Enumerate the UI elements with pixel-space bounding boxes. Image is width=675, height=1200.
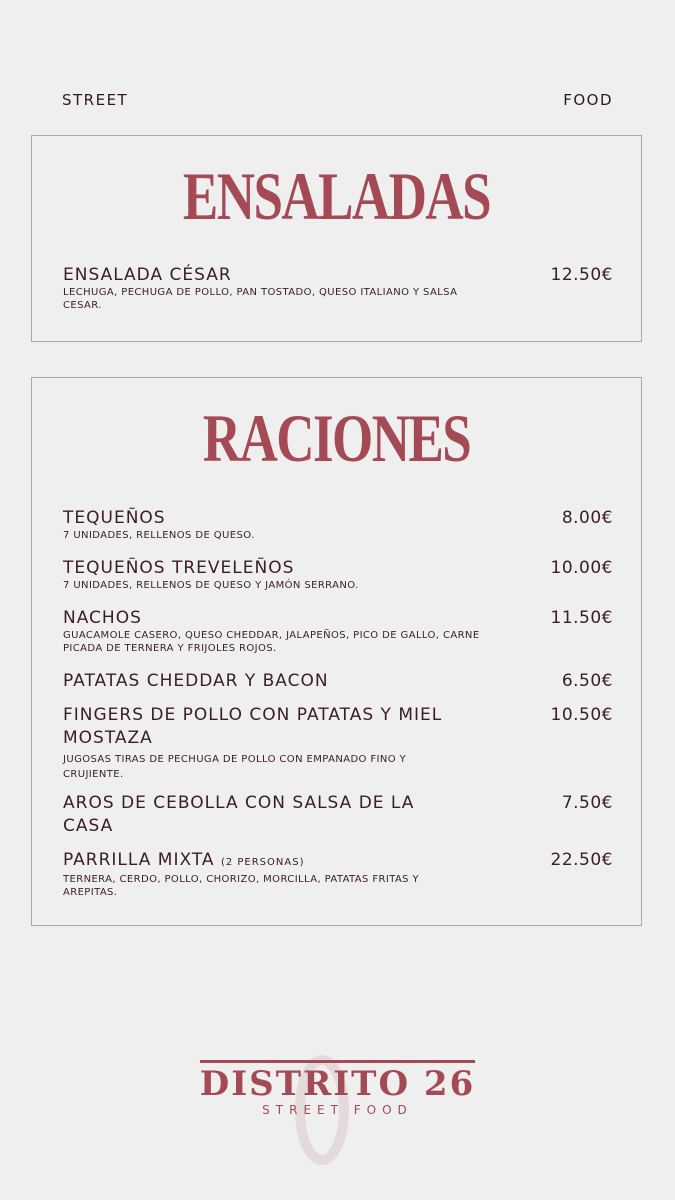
brand-logo	[0, 1060, 675, 1119]
item-price: 11.50€	[550, 608, 613, 628]
item-description: TERNERA, CERDO, POLLO, CHORIZO, MORCILLA, PATATAS FRITAS Y AREPITAS.	[63, 874, 420, 898]
item-description: JUGOSAS TIRAS DE PECHUGA DE POLLO CON EMPANADO FINO Y CRUJIENTE.	[63, 754, 407, 780]
item-name: NACHOS	[63, 608, 142, 628]
item-description: 7 UNIDADES, RELLENOS DE QUESO Y JAMÓN SERRANO.	[63, 580, 359, 591]
header-left: STREET	[62, 91, 129, 109]
item-price: 12.50€	[550, 265, 613, 285]
item-price: 10.50€	[550, 705, 613, 725]
raciones-title: RACIONES	[202, 400, 471, 476]
ensaladas-title: ENSALADAS	[182, 158, 491, 234]
item-name: FINGERS DE POLLO CON PATATAS Y MIEL MOSTAZA	[63, 705, 443, 748]
menu-item	[63, 704, 613, 782]
header-right: FOOD	[563, 91, 613, 109]
menu-item	[63, 557, 613, 593]
item-name-note: (2 PERSONAS)	[220, 857, 305, 868]
menu-item	[63, 264, 613, 312]
item-description: LECHUGA, PECHUGA DE POLLO, PAN TOSTADO, QUESO ITALIANO Y SALSA CESAR.	[63, 287, 458, 311]
item-name: TEQUEÑOS TREVELEÑOS	[63, 558, 295, 578]
item-name	[63, 849, 463, 874]
raciones-panel	[31, 377, 642, 926]
item-name: AROS DE CEBOLLA CON SALSA DE LA CASA	[63, 793, 415, 836]
ensaladas-panel	[31, 135, 642, 342]
item-price: 7.50€	[561, 793, 613, 813]
item-name: ENSALADA CÉSAR	[63, 265, 232, 285]
item-price: 10.00€	[550, 558, 613, 578]
top-bar	[62, 91, 613, 109]
item-name: PATATAS CHEDDAR Y BACON	[63, 671, 329, 691]
menu-item	[63, 849, 613, 899]
item-price: 22.50€	[550, 850, 613, 870]
logo-main-text: DISTRITO 26	[200, 1060, 475, 1101]
menu-item	[63, 507, 613, 543]
logo-sub-text: STREET FOOD	[262, 1103, 413, 1117]
item-description: GUACAMOLE CASERO, QUESO CHEDDAR, JALAPEÑOS, PICO DE GALLO, CARNE PICADA DE TERNERA Y FRIJOLES ROJOS.	[63, 630, 480, 654]
item-description: 7 UNIDADES, RELLENOS DE QUESO.	[63, 530, 255, 541]
menu-item	[63, 670, 613, 693]
item-price: 6.50€	[561, 671, 613, 691]
item-name-text: PARRILLA MIXTA	[63, 850, 215, 870]
item-price: 8.00€	[561, 508, 613, 528]
menu-item	[63, 792, 613, 838]
item-name: TEQUEÑOS	[63, 508, 166, 528]
menu-item	[63, 607, 613, 655]
